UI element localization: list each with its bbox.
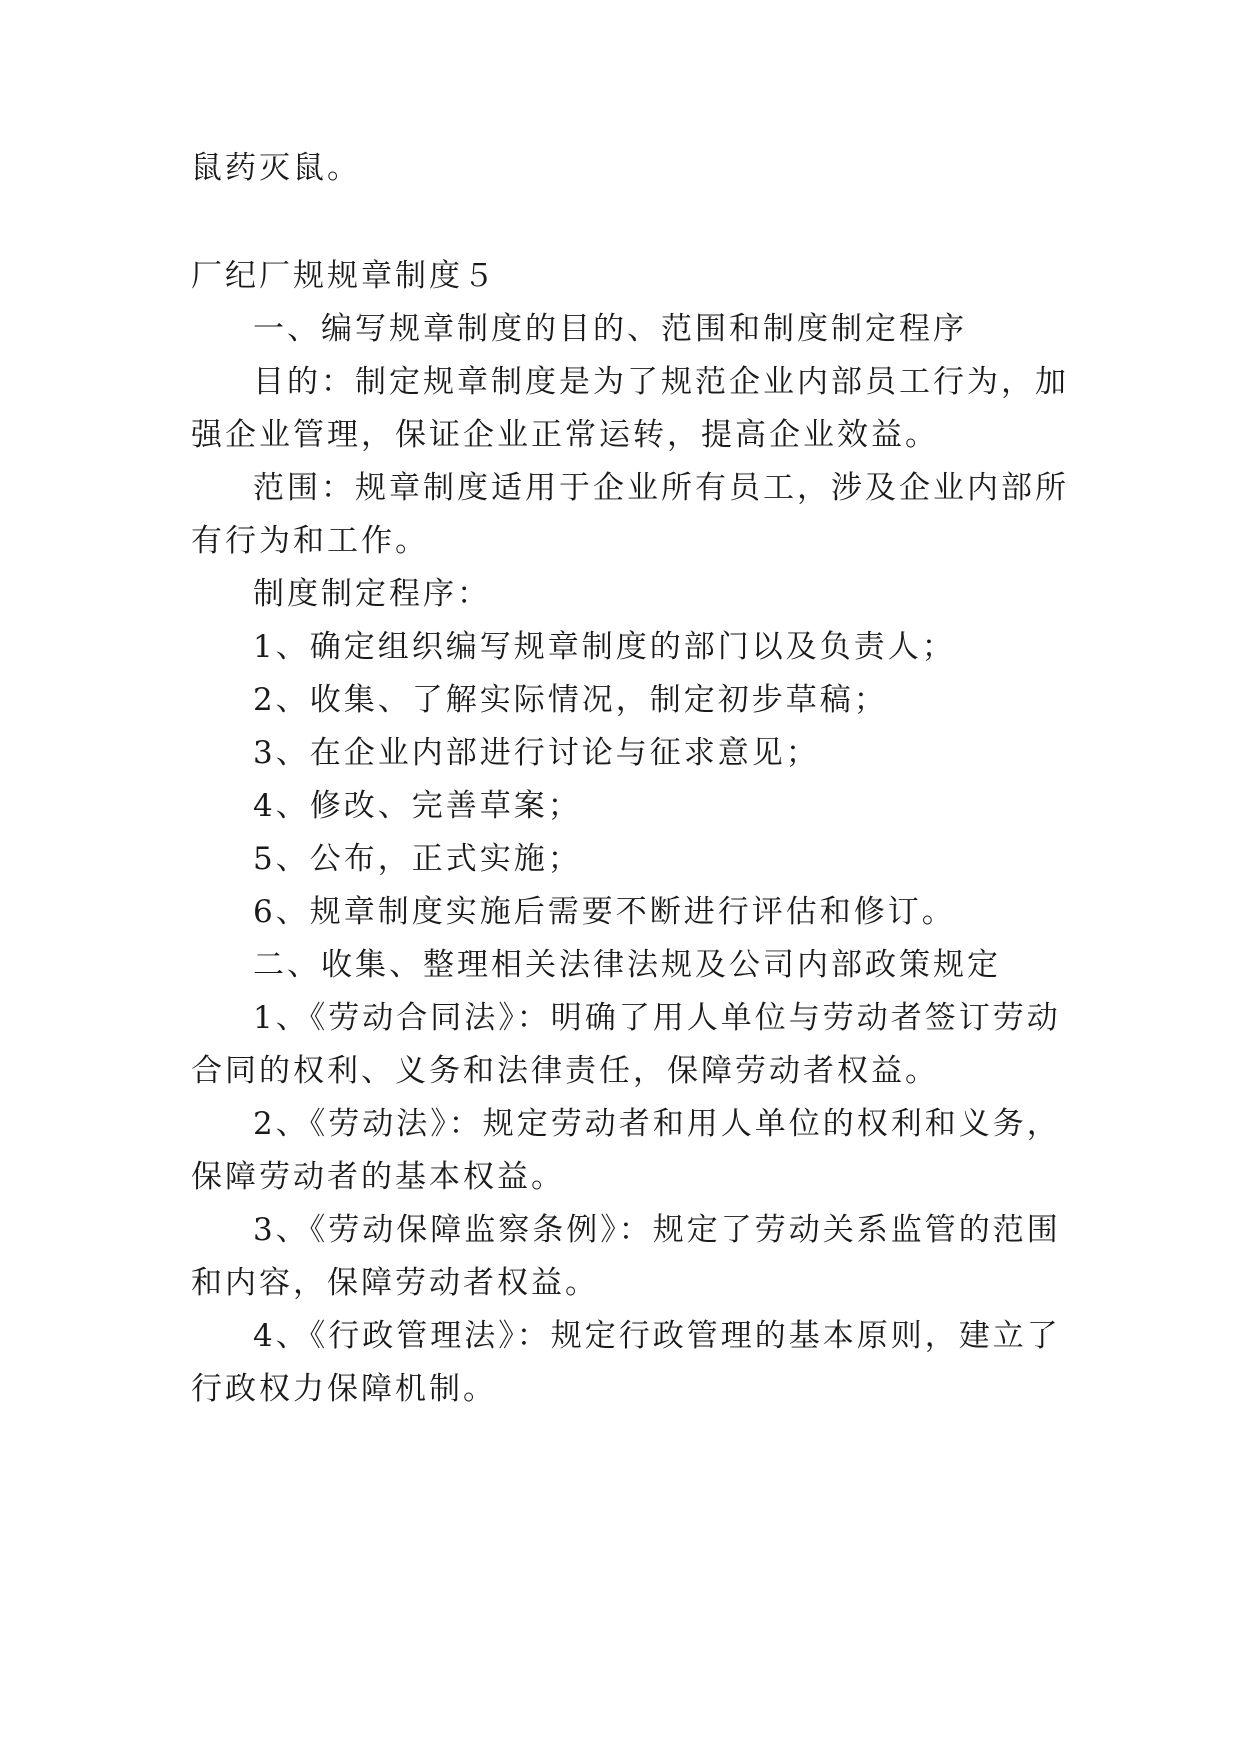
law-item-4-line-2: 行政权力保障机制。	[191, 1371, 497, 1407]
procedure-heading: 制度制定程序：	[253, 576, 491, 612]
procedure-step-3: 3、在企业内部进行讨论与征求意见；	[253, 735, 820, 771]
heading-one: 一、编写规章制度的目的、范围和制度制定程序	[253, 311, 967, 347]
law-item-4-line-1: 4、《行政管理法》：规定行政管理的基本原则，建立了	[253, 1318, 1061, 1354]
law-item-1-line-1: 1、《劳动合同法》：明确了用人单位与劳动者签订劳动	[253, 1000, 1061, 1036]
paragraph-scope-line-2: 有行为和工作。	[191, 523, 429, 559]
paragraph-purpose-line-1: 目的：制定规章制度是为了规范企业内部员工行为，加	[253, 364, 1069, 400]
law-item-2-line-2: 保障劳动者的基本权益。	[191, 1159, 565, 1195]
procedure-step-4: 4、修改、完善草案；	[253, 788, 582, 824]
heading-two: 二、收集、整理相关法律法规及公司内部政策规定	[253, 947, 1001, 983]
procedure-step-6: 6、规章制度实施后需要不断进行评估和修订。	[253, 894, 956, 930]
law-item-1-line-2: 合同的权利、义务和法律责任，保障劳动者权益。	[191, 1053, 939, 1089]
section-title: 厂纪厂规规章制度５	[191, 258, 497, 294]
procedure-step-2: 2、收集、了解实际情况，制定初步草稿；	[253, 682, 888, 718]
procedure-step-1: 1、确定组织编写规章制度的部门以及负责人；	[253, 629, 956, 665]
law-item-3-line-1: 3、《劳动保障监察条例》：规定了劳动关系监管的范围	[253, 1212, 1061, 1248]
law-item-3-line-2: 和内容，保障劳动者权益。	[191, 1265, 599, 1301]
law-item-2-line-1: 2、《劳动法》：规定劳动者和用人单位的权利和义务，	[253, 1106, 1061, 1142]
paragraph-purpose-line-2: 强企业管理，保证企业正常运转，提高企业效益。	[191, 417, 939, 453]
procedure-step-5: 5、公布，正式实施；	[253, 841, 582, 877]
paragraph-scope-line-1: 范围：规章制度适用于企业所有员工，涉及企业内部所	[253, 470, 1069, 506]
text-line-continuation: 鼠药灭鼠。	[191, 150, 361, 186]
